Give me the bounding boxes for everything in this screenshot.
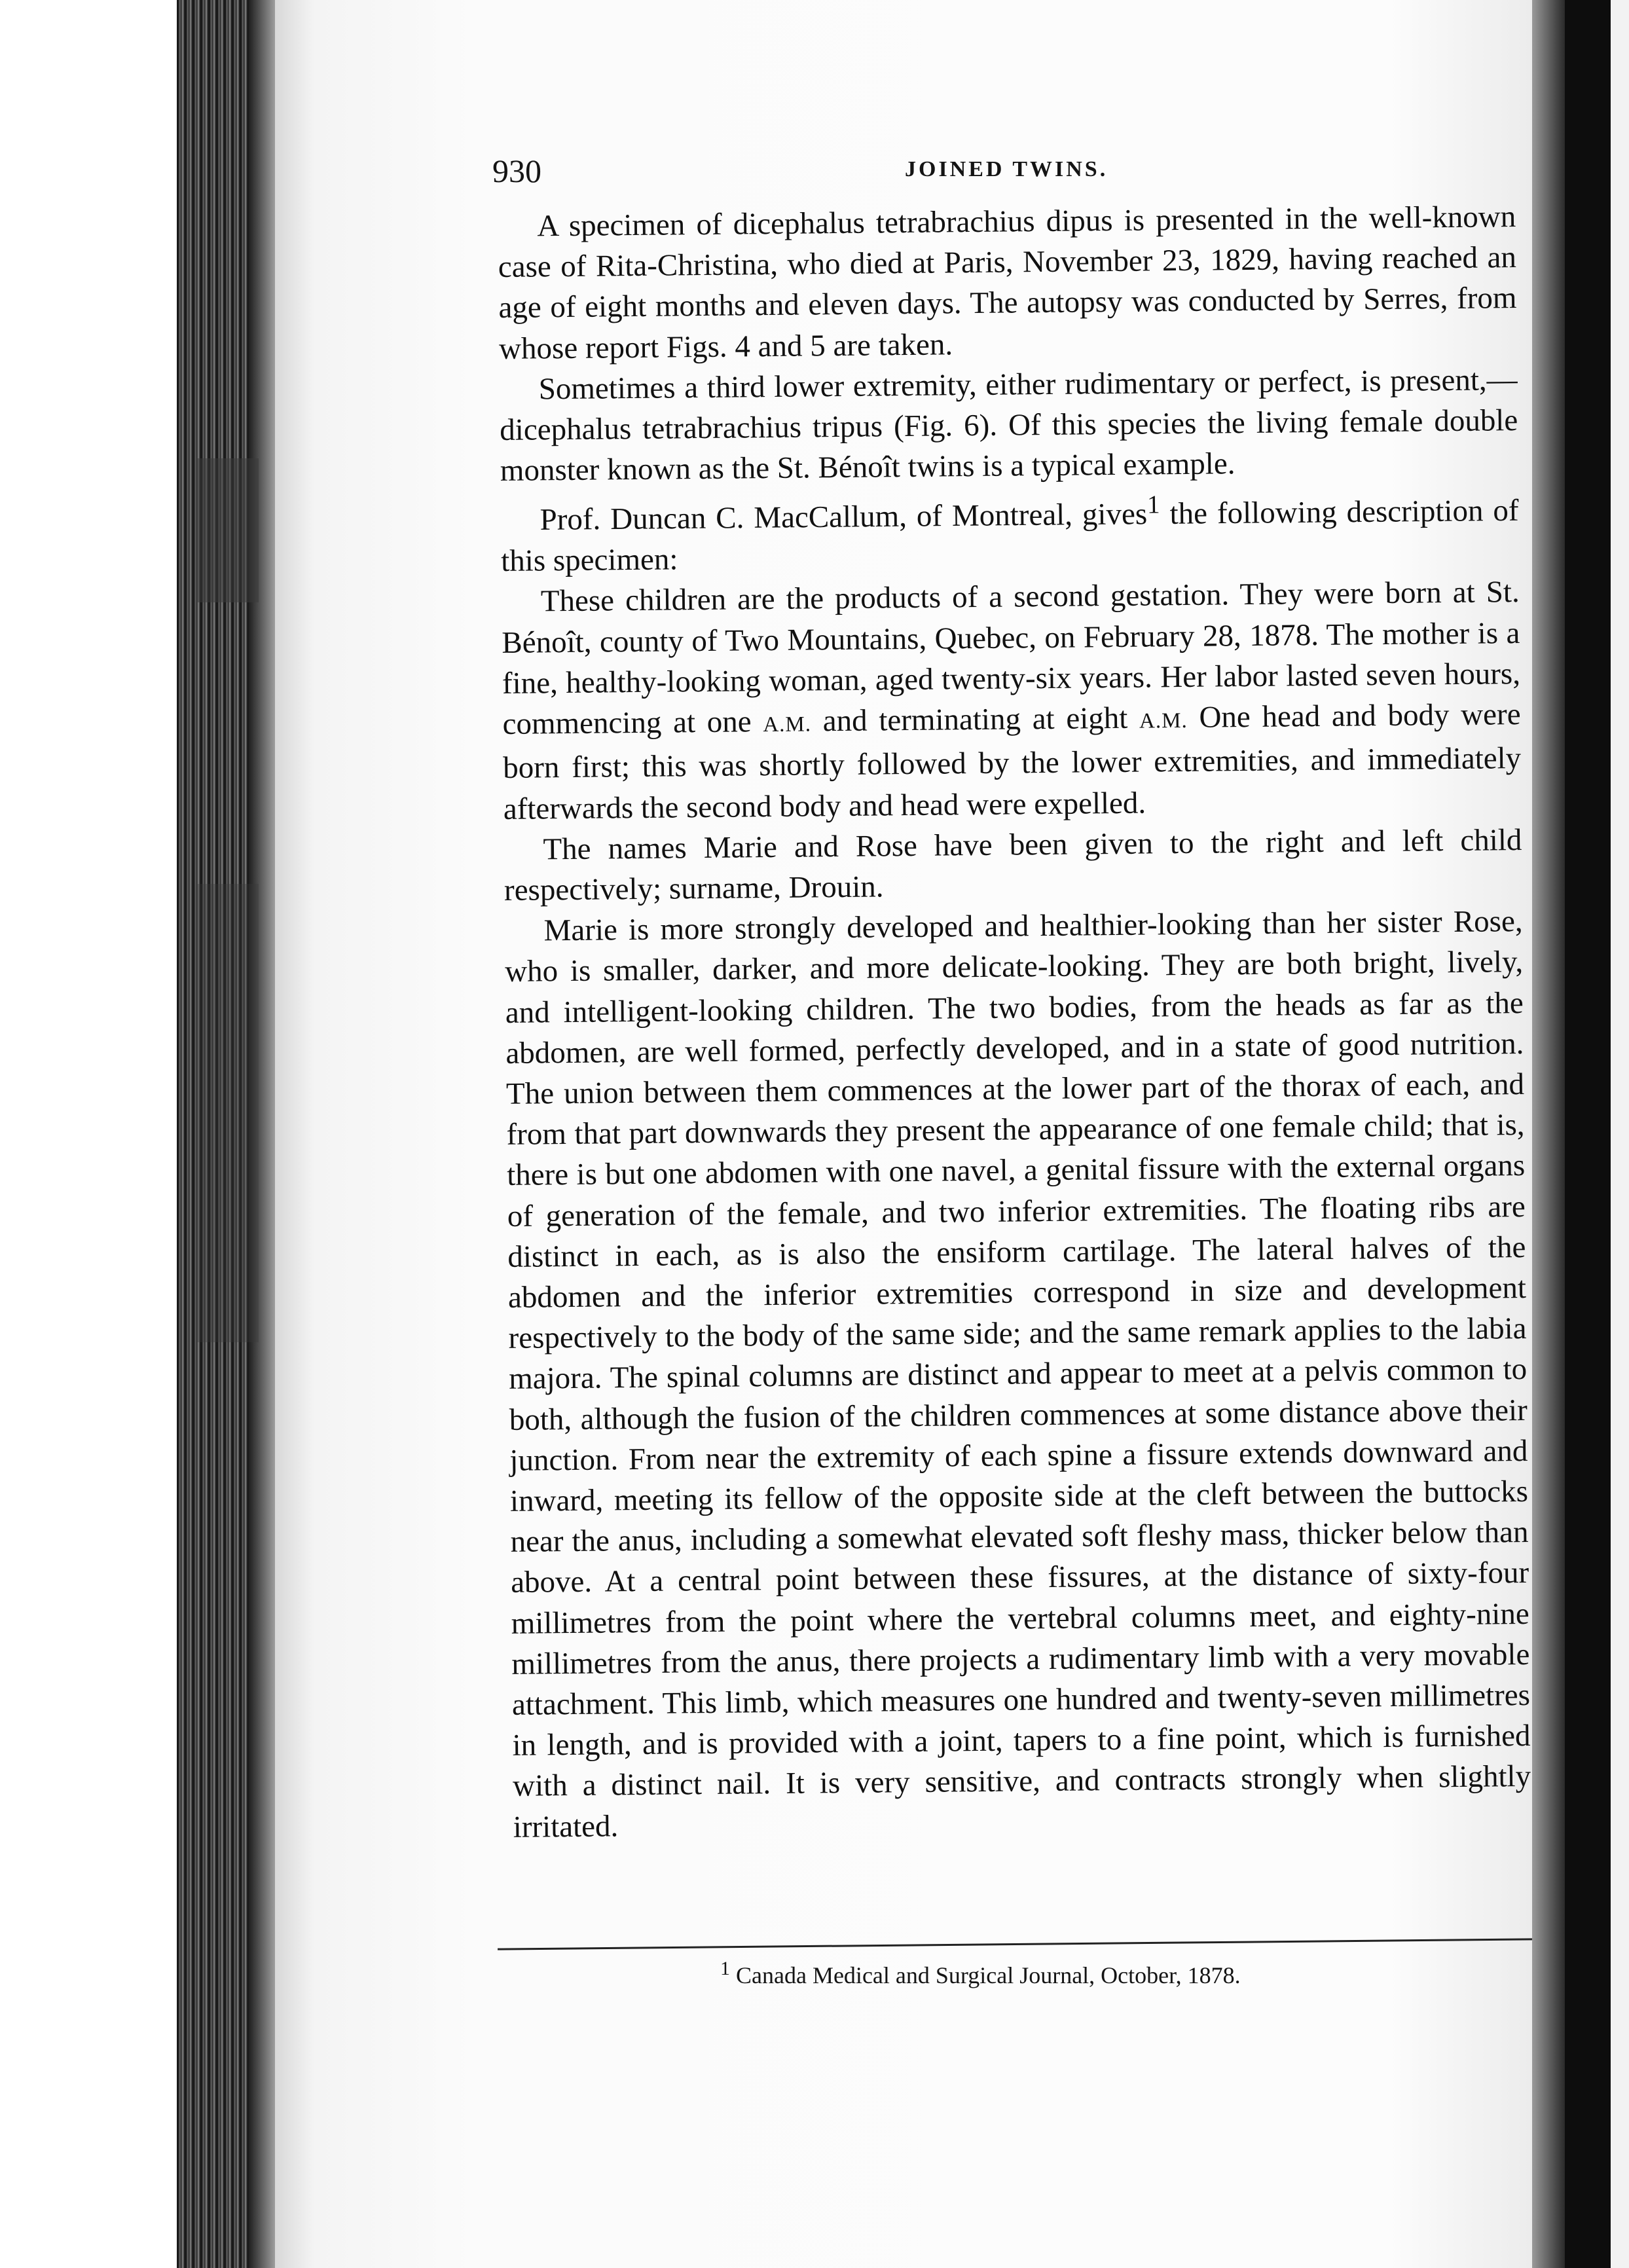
book-gutter xyxy=(1532,0,1565,2268)
paragraph-text: Prof. Duncan C. MacCallum, of Montreal, gives xyxy=(540,497,1148,538)
paragraph xyxy=(500,481,1519,581)
margin-bleed-mark xyxy=(196,458,259,602)
paragraph: Marie is more strongly developed and healthier-looking than her sister Rose, who is smaller, darker, and more delicate-looking. They are both bright, lively, and intelligent-looking children. The two bodies, from the heads as far as the abdomen, are well formed, perfectly developed, and in a state of good nutrition. The union between them commences at the lower part of the thorax of each, and from that part downwards they present the appearance of one female child; that is, there is but one abdomen with one navel, a genital fissure with the external organs of generation of the female, and two inferior extremities. The floating ribs are distinct in each, as is also the ensiform cartilage. The lateral halves of the abdomen and the inferior extremities correspond in size and development respectively to the body of the same side; and the same remark applies to the labia majora. The spinal columns are distinct and appear to meet at a pelvis common to both, although the fusion of the children commences at some distance above their junction. From near the extremity of each spine a fissure extends downward and inward, meeting its fellow of the opposite side at the cleft between the buttocks near the anus, including a somewhat elevated soft fleshy mass, thicker below than above. At a central point between these fissures, at the distance of sixty-four millimetres from the point where the vertebral columns meet, and eighty-nine millimetres from the anus, there projects a rudimentary limb with a very movable attachment. This limb, which measures one hundred and twenty-seven millimetres in length, and is provided with a joint, tapers to a fine point, which is furnished with a distinct nail. It is very sensitive, and contracts strongly when slightly irritated. xyxy=(504,904,1531,1844)
small-caps-abbrev: A.M. xyxy=(1139,709,1188,733)
scan-right-edge xyxy=(1611,0,1629,2268)
page-header xyxy=(492,152,1514,198)
small-caps-abbrev: A.M. xyxy=(763,712,812,737)
footnote xyxy=(720,1958,1506,1989)
paragraph xyxy=(502,572,1522,830)
footnote-text: Canada Medical and Surgical Journal, October, 1878. xyxy=(730,1962,1241,1988)
paragraph-text: One head and body were born first; this was shortly followed by the lower extremities, and immediately afterwards the second body and head were expelled. xyxy=(502,697,1522,826)
paragraph-text: and terminating at eight xyxy=(811,701,1140,739)
margin-bleed-mark xyxy=(196,884,259,1342)
paragraph-text: the following description of this specimen: xyxy=(500,494,1519,579)
page-number: 930 xyxy=(492,153,541,189)
running-title: JOINED TWINS. xyxy=(905,157,1108,181)
body-text xyxy=(498,196,1531,1848)
paragraph: Sometimes a third lower extremity, either rudimentary or perfect, is present,—dicephalus tetrabrachius tripus (Fig. 6). Of this species the living female double monster known as the St. Bénoît twins is a typical example. xyxy=(500,362,1518,488)
footnote-reference: 1 xyxy=(1146,490,1160,519)
paragraph-text: These children are the products of a second gestation. They were born at St. Bénoît, county of Two Mountains, Quebec, on February 28, 1878. The mother is a fine, healthy-looking woman, aged twenty-six years. Her labor lasted seven hours, commencing at one xyxy=(502,575,1521,742)
paragraph: A specimen of dicephalus tetrabrachius dipus is presented in the well-known case of Rita-Christina, who died at Paris, November 23, 1829, having reached an age of eight months and eleven days. The autopsy was conducted by Serres, from whose report Figs. 4 and 5 are taken. xyxy=(498,200,1517,366)
scan-margin xyxy=(0,0,183,2268)
paragraph: The names Marie and Rose have been given to the right and left child respectively; surname, Drouin. xyxy=(503,822,1522,907)
footnote-marker: 1 xyxy=(720,1958,730,1979)
